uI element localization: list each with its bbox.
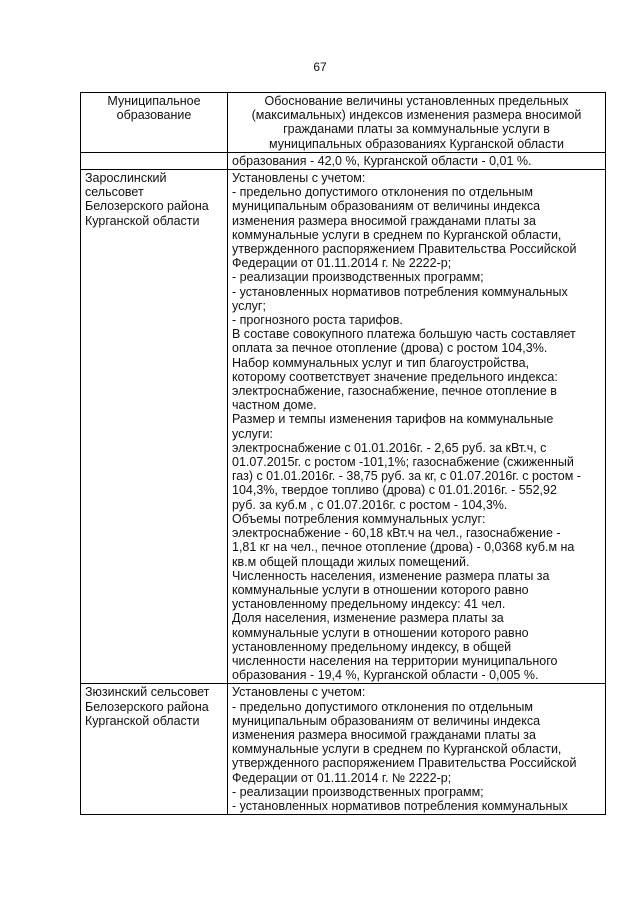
justification-text-line: электроснабжение - 60,18 кВт.ч на чел., газоснабжение -	[232, 526, 561, 541]
municipality-name-line: Курганской области	[85, 213, 200, 228]
justification-text-line: Установлены с учетом:	[232, 171, 366, 186]
municipality-name-line: Белозерского района	[85, 699, 209, 714]
justification-text-line: кв.м общей площади жилых помещений.	[232, 554, 470, 569]
header-justification-cell	[228, 93, 606, 153]
justification-text-line: - предельно допустимого отклонения по отдельным	[232, 699, 534, 714]
justification-text-line: газ) с 01.01.2016г. - 38,75 руб. за кг, с 01.07.2016г. с ростом -	[232, 469, 581, 484]
justification-text-line: услуг;	[232, 298, 266, 313]
table-row	[81, 684, 606, 815]
justification-text-line: утвержденного распоряжением Правительства Российской	[232, 756, 577, 771]
header-text-line: Муниципальное	[107, 94, 201, 108]
municipality-name-line: Курганской области	[85, 713, 200, 728]
carry-over-row	[81, 152, 606, 169]
justification-text-line: Доля населения, изменение размера платы за	[232, 611, 504, 626]
justification-text-line: услуги:	[232, 426, 273, 441]
justification-text-line: Численность населения, изменение размера платы за	[232, 568, 550, 583]
justification-text-line: электроснабжение с 01.01.2016г. - 2,65 руб. за кВт.ч, с	[232, 440, 547, 455]
municipality-cell	[81, 684, 228, 815]
municipality-name-line: Зюзинский сельсовет	[85, 685, 210, 700]
justification-text-line: установленному предельному индексу: 41 чел.	[232, 597, 506, 612]
header-text-line: образование	[116, 108, 192, 123]
justification-text-line: коммунальные услуги в среднем по Курганской области,	[232, 227, 562, 242]
justification-text-line: - прогнозного роста тарифов.	[232, 313, 403, 328]
justification-text-line: коммунальные услуги в среднем по Курганской области,	[232, 742, 562, 757]
header-text-line: (максимальных) индексов изменения размера вносимой	[251, 108, 582, 123]
municipality-name-line: Белозерского района	[85, 199, 209, 214]
municipality-name-line: Зарослинский	[85, 171, 167, 186]
justification-text-line: муниципальным образованиям от величины индекса	[232, 199, 541, 214]
justification-text-line: образования - 19,4 %, Курганской области - 0,005 %.	[232, 668, 539, 683]
justification-text-line: частном доме.	[232, 398, 317, 413]
carry-over-line: образования - 42,0 %, Курганской области - 0,01 %.	[232, 153, 532, 168]
justification-text-line: В составе совокупного платежа большую часть составляет	[232, 327, 576, 342]
header-text-line: муниципальных образованиях Курганской области	[269, 136, 564, 151]
justification-text-line: - реализации производственных программ;	[232, 784, 484, 799]
justification-text-line: 104,3%, твердое топливо (дрова) с 01.01.2016г. - 552,92	[232, 483, 557, 498]
carry-over-empty-cell	[81, 152, 228, 169]
justification-text-line: Размер и темпы изменения тарифов на коммунальные	[232, 412, 554, 427]
justification-text-line: Объемы потребления коммунальных услуг:	[232, 511, 486, 526]
justification-text-line: коммунальные услуги в отношении которого равно	[232, 582, 529, 597]
justification-text-line: - установленных нормативов потребления коммунальных	[232, 798, 568, 813]
justification-text-line: изменения размера вносимой гражданами платы за	[232, 213, 536, 228]
justification-text-line: Набор коммунальных услуг и тип благоустройства,	[232, 355, 530, 370]
municipality-name-line: сельсовет	[85, 185, 144, 200]
page-number: 67	[313, 60, 327, 74]
municipal-index-table	[80, 92, 606, 815]
justification-text-line: коммунальные услуги в отношении которого равно	[232, 625, 529, 640]
carry-over-text-cell	[228, 152, 606, 169]
justification-text-line: Федерации от 01.11.2014 г. № 2222-р;	[232, 256, 452, 271]
justification-text-line: - предельно допустимого отклонения по отдельным	[232, 185, 534, 200]
justification-text-line: оплата за печное отопление (дрова) с ростом 104,3%.	[232, 341, 548, 356]
justification-text-line: руб. за куб.м , с 01.07.2016г. с ростом - 104,3%.	[232, 497, 508, 512]
justification-text-line: утвержденного распоряжением Правительства Российской	[232, 242, 577, 257]
municipality-cell	[81, 170, 228, 684]
table-row	[81, 170, 606, 684]
justification-text-line: которому соответствует значение предельного индекса:	[232, 369, 558, 384]
justification-text-line: муниципальным образованиям от величины индекса	[232, 713, 541, 728]
justification-text-line: - реализации производственных программ;	[232, 270, 484, 285]
justification-text-line: установленному предельному индексу, в общей	[232, 639, 512, 654]
justification-text-line: Установлены с учетом:	[232, 685, 366, 700]
header-text-line: Обоснование величины установленных предельных	[264, 94, 569, 108]
justification-text-line: изменения размера вносимой гражданами платы за	[232, 727, 536, 742]
table-header-row	[81, 93, 606, 153]
justification-text-line: электроснабжение, газоснабжение, печное отопление в	[232, 384, 557, 399]
justification-text-line: 01.07.2015г. с ростом -101,1%; газоснабжение (сжиженный	[232, 455, 574, 470]
header-municipality-cell	[81, 93, 228, 153]
justification-cell	[228, 170, 606, 684]
justification-text-line: Федерации от 01.11.2014 г. № 2222-р;	[232, 770, 452, 785]
justification-text-line: численности населения на территории муниципального	[232, 653, 558, 668]
justification-text-line: 1,81 кг на чел., печное отопление (дрова) - 0,0368 куб.м на	[232, 540, 575, 555]
justification-cell	[228, 684, 606, 815]
justification-text-line: - установленных нормативов потребления коммунальных	[232, 284, 568, 299]
header-text-line: гражданами платы за коммунальные услуги в	[283, 122, 550, 137]
